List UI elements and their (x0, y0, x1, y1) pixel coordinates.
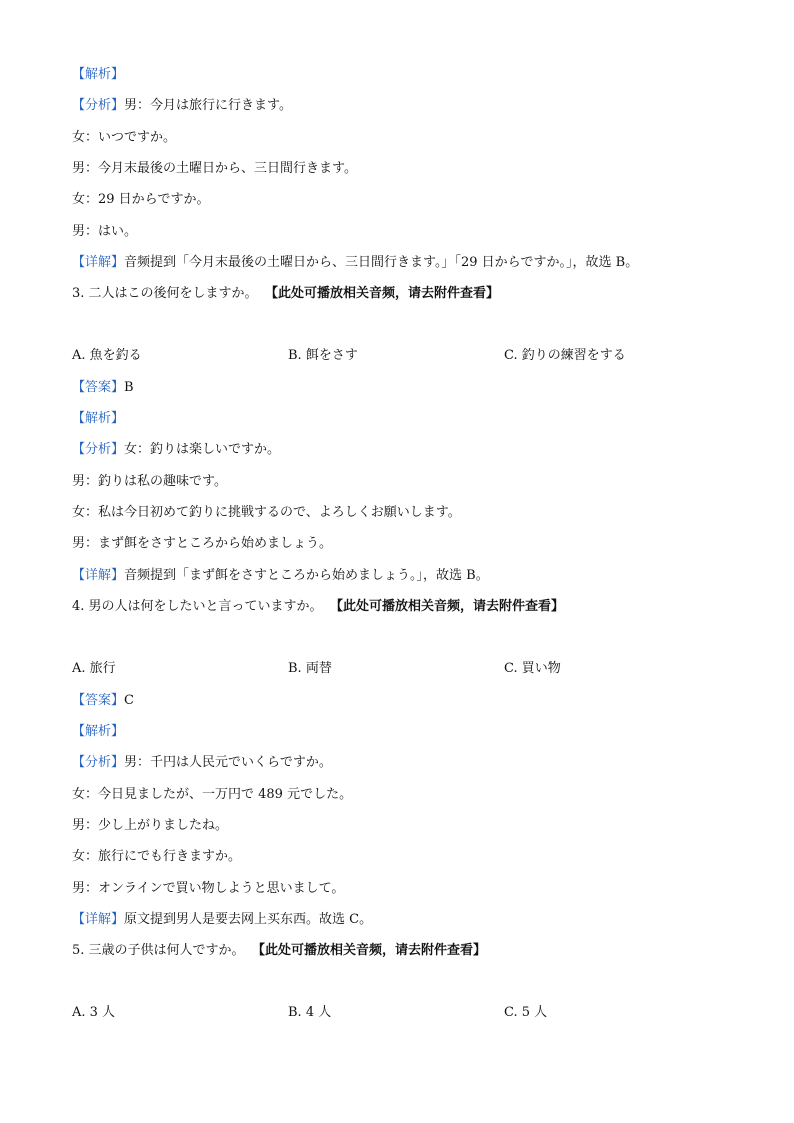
q5-option-a: A. 3 人 (72, 1005, 116, 1020)
q4-jiexi-tag: 【解析】 (72, 724, 125, 739)
q3-xiangjie-line (72, 567, 489, 585)
q4-xiangjie-text: 原文提到男人是要去网上买东西。故选 C。 (124, 912, 373, 927)
s2-dialogue-line: 男：今月は旅行に行きます。 (124, 98, 292, 113)
q3-dialogue-line: 男：釣りは私の趣味です。 (72, 474, 227, 489)
s2-fenxi-tag: 【分析】 (72, 98, 125, 113)
s2-dialogue-line: 男：はい。 (72, 224, 138, 239)
q3-fenxi-tag: 【分析】 (72, 442, 125, 457)
q3-answer-tag: 【答案】 (72, 380, 125, 395)
q4-answer: C (124, 693, 134, 708)
s2-xiangjie-line (72, 254, 638, 272)
q4-question-line (72, 598, 564, 616)
q4-dialogue-line: 女：今日見ましたが、一万円で 489 元でした。 (72, 787, 353, 802)
s2-fenxi-line (72, 97, 292, 115)
s2-jiexi-tag: 【解析】 (72, 67, 125, 82)
q5-option-c: C. 5 人 (504, 1005, 548, 1020)
q3-fenxi-line (72, 441, 280, 459)
q4-audio-note: 【此处可播放相关音频，请去附件查看】 (336, 599, 565, 614)
q3-dialogue-line: 女：私は今日初めて釣りに挑戦するので、よろしくお願いします。 (72, 505, 461, 520)
q4-answer-tag: 【答案】 (72, 693, 125, 708)
q3-xiangjie-tag: 【详解】 (72, 568, 125, 583)
q4-dialogue-line: 男：オンラインで買い物しようと思いまして。 (72, 881, 345, 896)
q4-dialogue-line: 女：旅行にでも行きますか。 (72, 849, 242, 864)
q3-dialogue-line: 女：釣りは楽しいですか。 (124, 442, 281, 457)
q3-audio-note: 【此处可播放相关音频，请去附件查看】 (271, 286, 500, 301)
s2-xiangjie-text: 音频提到「今月末最後の土曜日から、三日間行きます。」「29 日からですか。」，故选 B。 (124, 255, 639, 270)
q3-xiangjie-text: 音频提到「まず餌をさすところから始めましょう。」，故选 B。 (124, 568, 489, 583)
q3-answer-line (72, 379, 134, 397)
q4-answer-line (72, 692, 134, 710)
q3-question: 3. 二人はこの後何をしますか。 (72, 286, 258, 301)
q3-question-line (72, 285, 499, 303)
q4-option-c: C. 買い物 (504, 661, 561, 676)
q4-xiangjie-tag: 【详解】 (72, 912, 125, 927)
q5-audio-note: 【此处可播放相关音频，请去附件查看】 (258, 943, 487, 958)
q4-fenxi-tag: 【分析】 (72, 755, 125, 770)
q3-option-a: A. 魚を釣る (72, 348, 142, 363)
s2-xiangjie-tag: 【详解】 (72, 255, 125, 270)
q4-fenxi-line (72, 754, 332, 772)
q5-option-b: B. 4 人 (288, 1005, 332, 1020)
q4-xiangjie-line (72, 911, 372, 929)
q5-question-line (72, 942, 486, 960)
q3-option-b: B. 餌をさす (288, 348, 358, 363)
s2-dialogue-line: 女：いつですか。 (72, 130, 177, 145)
q3-jiexi-tag: 【解析】 (72, 411, 125, 426)
q3-dialogue-line: 男：まず餌をさすところから始めましょう。 (72, 536, 333, 551)
q4-option-b: B. 両替 (288, 661, 332, 676)
q4-option-a: A. 旅行 (72, 661, 116, 676)
q4-question: 4. 男の人は何をしたいと言っていますか。 (72, 599, 323, 614)
q3-option-c: C. 釣りの練習をする (504, 348, 626, 363)
q3-answer: B (124, 380, 134, 395)
q4-dialogue-line: 男：千円は人民元でいくらですか。 (124, 755, 332, 770)
q5-question: 5. 三歳の子供は何人ですか。 (72, 943, 245, 958)
s2-dialogue-line: 男：今月末最後の土曜日から、三日間行きます。 (72, 161, 357, 176)
q4-dialogue-line: 男：少し上がりましたね。 (72, 818, 229, 833)
s2-dialogue-line: 女：29 日からですか。 (72, 192, 210, 207)
